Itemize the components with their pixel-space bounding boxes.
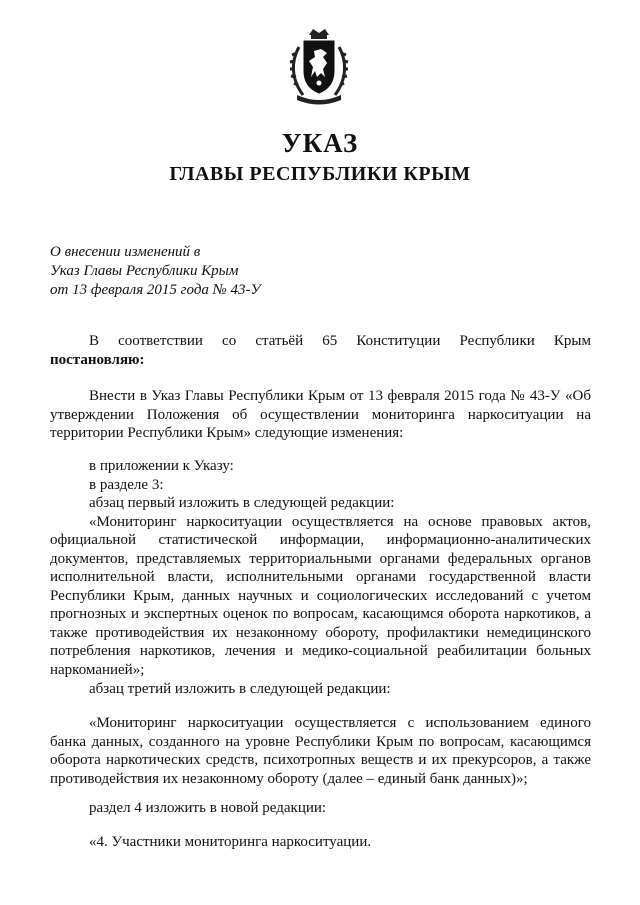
preamble-text: В соответствии со статьёй 65 Конституции Республики Крым (89, 333, 591, 349)
document-subject (50, 243, 261, 300)
intro-block (50, 387, 591, 443)
crimea-coat-of-arms-icon (285, 27, 353, 107)
paragraph1-line: абзац первый изложить в следующей редакции: (89, 495, 395, 511)
preamble-block (50, 332, 591, 369)
subject-line: Указ Главы Республики Крым (50, 263, 239, 279)
subject-line: от 13 февраля 2015 года № 43-У (50, 282, 261, 298)
section3-line: в разделе 3: (89, 476, 164, 493)
participants-line: «4. Участники мониторинга наркоситуации. (89, 834, 372, 850)
preamble-paragraph (50, 332, 591, 351)
quote1-paragraph: «Мониторинг наркоситуации осуществляется на основе правовых актов, официальной статистической информации, информационно-аналитических документов, представляемых территориальными органами федеральных органов исполнительной власти, исполнительными органами государственной власти Республики Крым, данных научных и социологических исследований с учетом прогнозных и экспертных оценок по вопросам, касающимся оборота наркотиков, а также противодействия их незаконному обороту, профилактики немедицинского потребления наркотиков, лечения и медико-социальной реабилитации больных наркоманией»; (50, 513, 591, 678)
document-subtitle: ГЛАВЫ РЕСПУБЛИКИ КРЫМ (169, 163, 471, 185)
intro-paragraph: Внести в Указ Главы Республики Крым от 13 февраля 2015 года № 43-У «Об утверждении Положения об осуществлении мониторинга наркоситуации на территории Республики Крым» следующие изменения: (50, 388, 591, 441)
preamble-decree: постановляю: (50, 351, 145, 368)
section4-block (50, 799, 591, 818)
participants-block (50, 833, 591, 852)
paragraph3-line: абзац третий изложить в следующей редакции: (89, 681, 391, 697)
subject-line: О внесении изменений в (50, 244, 201, 260)
document-title: УКАЗ (281, 128, 359, 158)
quote2-paragraph: «Мониторинг наркоситуации осуществляется с использованием единого банка данных, созданного на уровне Республики Крым по вопросам, касающимся оборота наркотических средств, психотропных веществ и их прекурсоров, а также противодействия их незаконному обороту (далее – единый банк данных)»; (50, 715, 591, 787)
emblem (285, 27, 353, 107)
changes-block (50, 457, 591, 679)
quote2-block (50, 714, 591, 788)
appendix-line: в приложении к Указу: (89, 458, 234, 474)
para3-block (50, 680, 591, 699)
section4-line: раздел 4 изложить в новой редакции: (89, 800, 327, 816)
